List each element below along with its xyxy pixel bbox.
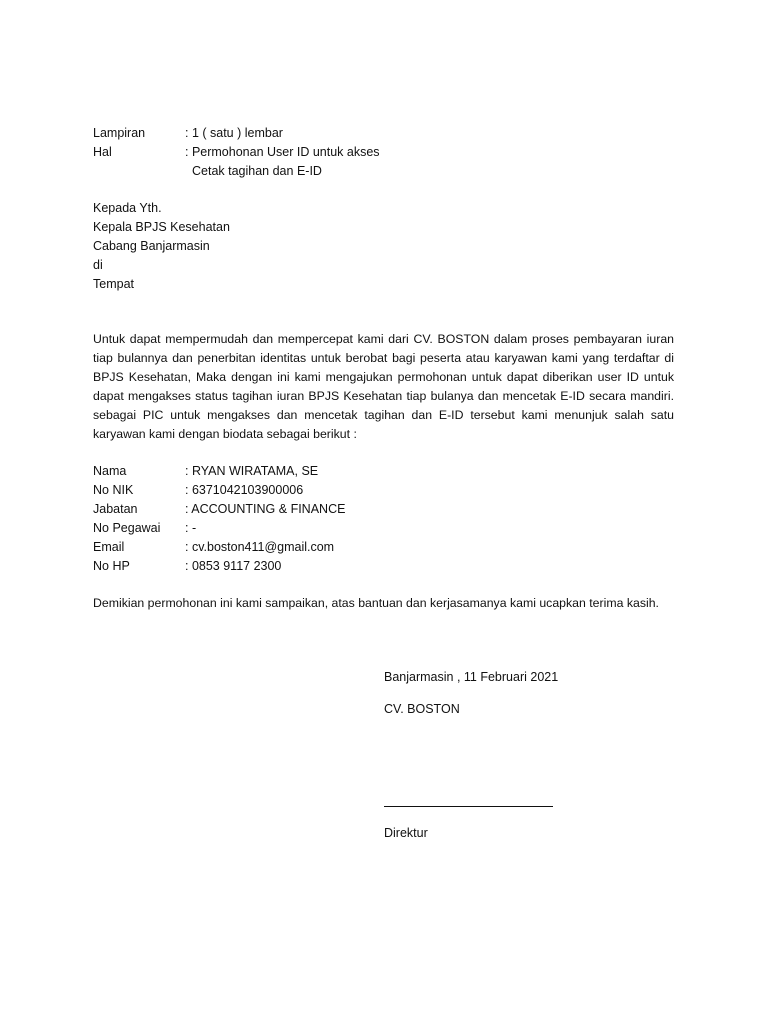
- email-label: Email: [93, 540, 125, 554]
- recipient-branch: Cabang Banjarmasin: [93, 239, 210, 253]
- hp-row: [93, 557, 493, 576]
- signature-line: [384, 806, 553, 807]
- body-paragraph: Untuk dapat mempermudah dan mempercepat kami dari CV. BOSTON dalam proses pembayaran iuran tiap bulannya dan penerbitan identitas untuk berobat bagi peserta atau karyawan kami yang terdaftar di BPJS Kesehatan, Maka dengan ini kami mengajukan permohonan untuk dapat diberikan user ID untuk dapat mengakses status tagihan iuran BPJS Kesehatan tiap bulanya dan mencetak E-ID secara mandiri. sebagai PIC untuk mengakses dan mencetak tagihan dan E-ID tersebut kami menunjuk salah satu karyawan kami dengan biodata sebagai berikut :: [93, 332, 674, 441]
- signature-company: CV. BOSTON: [384, 702, 460, 716]
- nama-value: : RYAN WIRATAMA, SE: [185, 464, 319, 478]
- lampiran-row: [93, 124, 593, 143]
- biodata-block: [93, 462, 493, 576]
- nama-row: [93, 462, 493, 481]
- recipient-greeting: Kepada Yth.: [93, 201, 162, 215]
- lampiran-label: Lampiran: [93, 126, 146, 140]
- email-value: : cv.boston411@gmail.com: [185, 540, 335, 554]
- nik-label: No NIK: [93, 483, 134, 497]
- hal-row: [93, 143, 593, 162]
- nama-label: Nama: [93, 464, 127, 478]
- lampiran-value: : 1 ( satu ) lembar: [185, 126, 283, 140]
- jabatan-value: : ACCOUNTING & FINANCE: [185, 502, 346, 516]
- hal-label: Hal: [93, 145, 112, 159]
- pegawai-row: [93, 519, 493, 538]
- closing-paragraph: Demikian permohonan ini kami sampaikan, atas bantuan dan kerjasamanya kami ucapkan terima kasih.: [93, 596, 659, 610]
- recipient-di: di: [93, 258, 103, 272]
- signature-place-date: Banjarmasin , 11 Februari 2021: [384, 670, 559, 684]
- pegawai-label: No Pegawai: [93, 521, 161, 535]
- pegawai-value: : -: [185, 521, 197, 535]
- signature-title: Direktur: [384, 826, 428, 840]
- recipient-title: Kepala BPJS Kesehatan: [93, 220, 230, 234]
- letter-header: [93, 124, 593, 181]
- nik-row: [93, 481, 493, 500]
- recipient-block: [93, 199, 493, 294]
- hp-label: No HP: [93, 559, 130, 573]
- hp-value: : 0853 9117 2300: [185, 559, 282, 573]
- email-row: [93, 538, 493, 557]
- hal-value-continuation: Cetak tagihan dan E-ID: [192, 164, 322, 178]
- hal-value: : Permohonan User ID untuk akses: [185, 145, 380, 159]
- jabatan-row: [93, 500, 493, 519]
- recipient-place: Tempat: [93, 277, 134, 291]
- jabatan-label: Jabatan: [93, 502, 138, 516]
- nik-value: : 6371042103900006: [185, 483, 304, 497]
